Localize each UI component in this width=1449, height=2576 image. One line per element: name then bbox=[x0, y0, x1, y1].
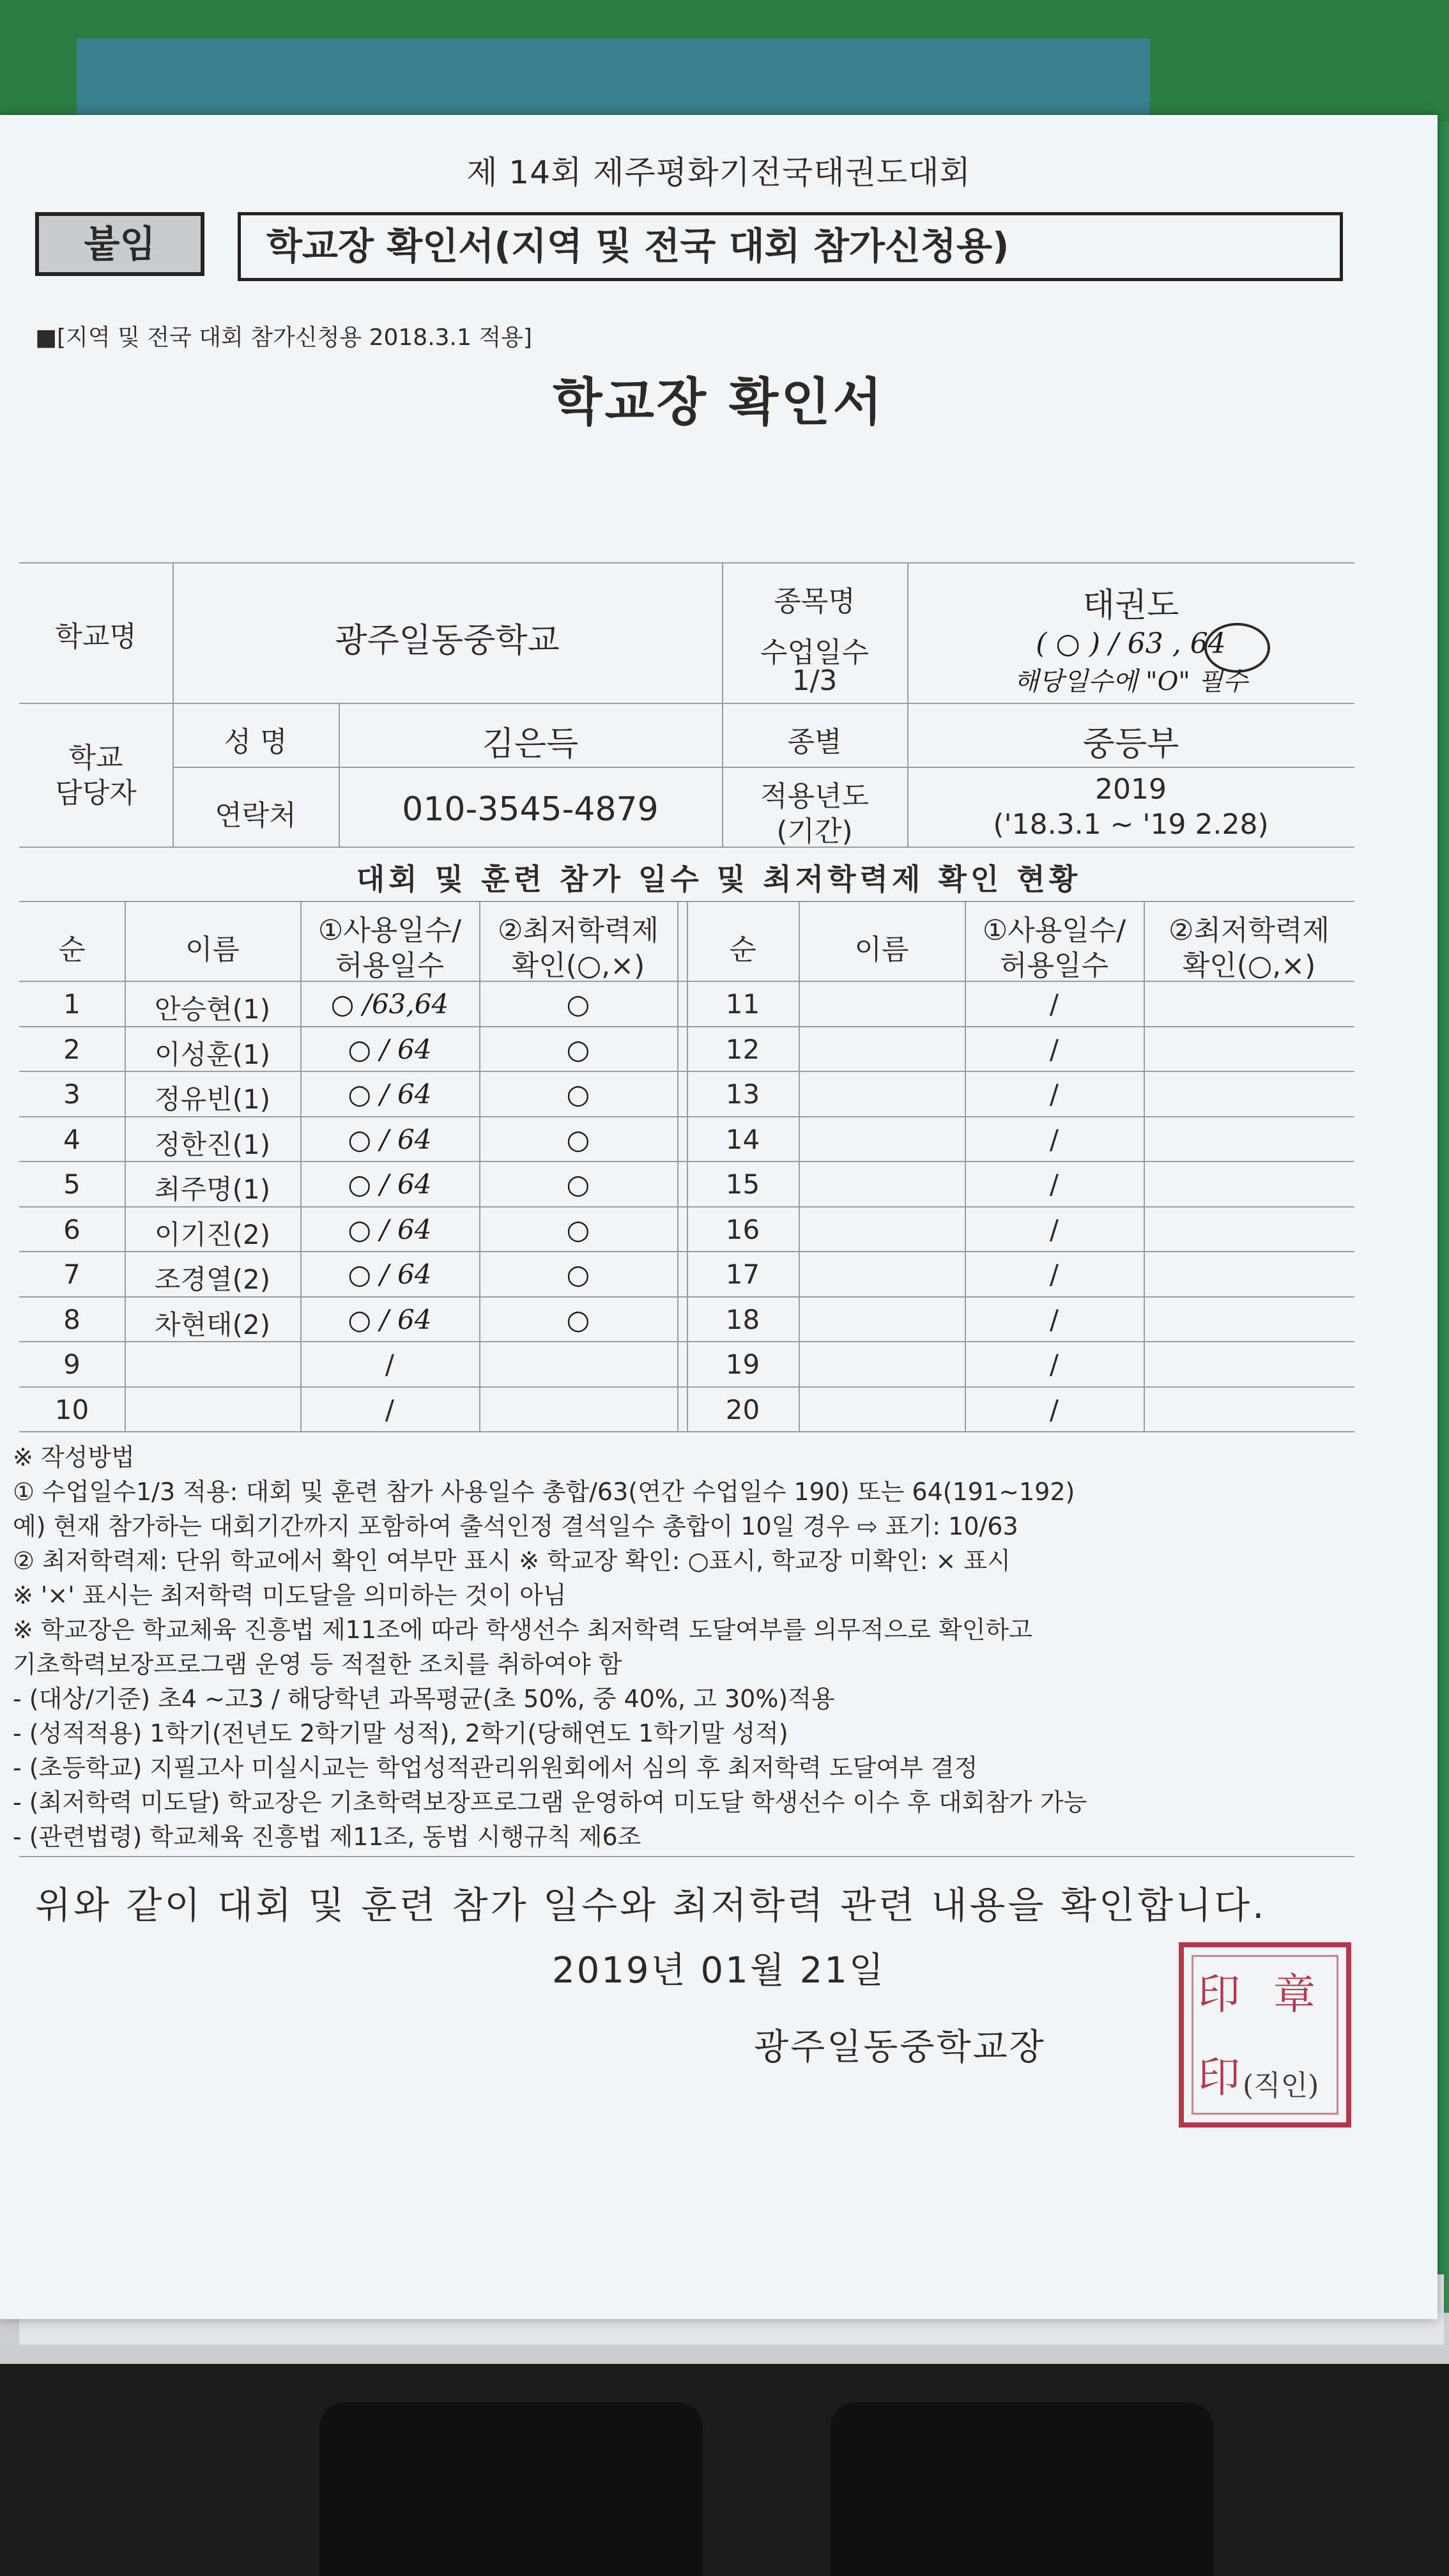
row-number-right: 15 bbox=[725, 1169, 760, 1200]
sport-value: 태권도 bbox=[1082, 586, 1179, 625]
year-period: ('18.3.1 ~ '19 2.28) bbox=[993, 808, 1269, 841]
instruction-line: - (최저학력 미도달) 학교장은 기초학력보장프로그램 운영하여 미도달 학생선수 이수 후 대회참가 가능 bbox=[13, 1788, 1087, 1816]
used-days-right: / bbox=[1049, 1349, 1059, 1380]
used-days-right: / bbox=[1049, 1304, 1059, 1335]
phone-label: 연락처 bbox=[215, 799, 296, 832]
used-days: ○ / 64 bbox=[348, 1034, 432, 1065]
used-days: ○ /63,64 bbox=[330, 988, 449, 1020]
used-days: ○ / 64 bbox=[348, 1259, 432, 1290]
row-number: 7 bbox=[63, 1259, 80, 1290]
header-min-right-2: 확인(○,×) bbox=[1182, 949, 1316, 982]
class-days-note: 해당일수에 "O" 필수 bbox=[1014, 667, 1248, 696]
row-number-right: 12 bbox=[725, 1034, 760, 1065]
used-days: ○ / 64 bbox=[348, 1124, 432, 1155]
background-board bbox=[77, 38, 1150, 121]
row-number-right: 14 bbox=[725, 1124, 760, 1155]
student-name: 이기진(2) bbox=[154, 1219, 271, 1250]
min-score-check: ○ bbox=[566, 1304, 590, 1335]
header-min-right: ②최저학력제 bbox=[1169, 914, 1330, 947]
instruction-line: 기초학력보장프로그램 운영 등 적절한 조치를 취하여야 함 bbox=[13, 1650, 622, 1678]
used-days: / bbox=[385, 1349, 395, 1380]
year-label-2: (기간) bbox=[776, 815, 853, 848]
used-days-right: / bbox=[1049, 1394, 1059, 1425]
used-days: / bbox=[385, 1394, 395, 1425]
school-value: 광주일동중학교 bbox=[335, 622, 560, 660]
used-days-right: / bbox=[1049, 988, 1059, 1020]
row-number-right: 13 bbox=[725, 1078, 760, 1110]
principal-name: 광주일동중학교장 bbox=[754, 2027, 1046, 2068]
row-number: 3 bbox=[63, 1078, 80, 1110]
student-name: 정한진(1) bbox=[154, 1129, 271, 1160]
header-days: ①사용일수/ bbox=[318, 914, 462, 947]
official-seal-stamp: 印 章 印 (직인) bbox=[1179, 1942, 1351, 2128]
school-label: 학교명 bbox=[55, 620, 137, 653]
info-row-line bbox=[19, 847, 1354, 848]
attachment-tag: 붙임 bbox=[35, 212, 204, 276]
row-number-right: 17 bbox=[725, 1259, 760, 1290]
row-number: 8 bbox=[63, 1304, 80, 1335]
min-score-check: ○ bbox=[566, 1214, 590, 1245]
header-min: ②최저학력제 bbox=[498, 914, 659, 947]
class-days-label: 수업일수 bbox=[760, 636, 869, 669]
used-days-right: / bbox=[1049, 1124, 1059, 1155]
used-days-right: / bbox=[1049, 1259, 1059, 1290]
min-score-check: ○ bbox=[566, 1034, 590, 1065]
page-title: 학교장 확인서 bbox=[553, 372, 885, 432]
header-no: 순 bbox=[58, 933, 86, 966]
header-name-right: 이름 bbox=[854, 933, 909, 966]
row-number: 9 bbox=[63, 1349, 80, 1380]
phone-value: 010-3545-4879 bbox=[402, 790, 659, 829]
status-col-line bbox=[677, 901, 678, 1431]
header-no-right: 순 bbox=[729, 933, 756, 966]
section-title: 대회 및 훈련 참가 일수 및 최저학력제 확인 현황 bbox=[356, 862, 1082, 896]
contact-label: 학교 bbox=[68, 742, 123, 774]
instruction-line: 예) 현재 참가하는 대회기간까지 포함하여 출석인정 결석일수 총합이 10일 경우 ⇨ 표기: 10/63 bbox=[13, 1512, 1018, 1540]
used-days-right: / bbox=[1049, 1078, 1059, 1110]
instruction-line: - (관련법령) 학교체육 진흥법 제11조, 동법 시행규칙 제6조 bbox=[13, 1823, 641, 1851]
event-title: 제 14회 제주평화기전국태권도대회 bbox=[466, 154, 971, 191]
instruction-line: ※ 학교장은 학교체육 진흥법 제11조에 따라 학생선수 최저학력 도달여부를 의무적으로 확인하고 bbox=[13, 1616, 1032, 1644]
instruction-line: ② 최저학력제: 단위 학교에서 확인 여부만 표시 ※ 학교장 확인: ○표시, 학교장 미확인: × 표시 bbox=[13, 1547, 1011, 1575]
left-leg-shadow bbox=[319, 2402, 703, 2576]
contact-label-2: 담당자 bbox=[55, 777, 137, 809]
info-row-line bbox=[19, 703, 1354, 704]
student-name: 최주명(1) bbox=[154, 1174, 271, 1205]
manager-name: 김은득 bbox=[482, 725, 579, 763]
status-col-line bbox=[799, 901, 800, 1431]
info-row-line bbox=[172, 767, 722, 768]
row-number: 5 bbox=[63, 1169, 80, 1200]
student-name: 안승현(1) bbox=[154, 993, 271, 1025]
row-number: 4 bbox=[63, 1124, 80, 1155]
right-leg-shadow bbox=[831, 2402, 1214, 2576]
division-label: 종별 bbox=[787, 726, 842, 758]
info-row-line bbox=[722, 767, 1354, 768]
sport-label: 종목명 bbox=[774, 585, 855, 618]
row-number-right: 20 bbox=[725, 1394, 760, 1425]
row-number: 6 bbox=[63, 1214, 80, 1245]
min-score-check: ○ bbox=[566, 988, 590, 1020]
used-days-right: / bbox=[1049, 1169, 1059, 1200]
header-min-2: 확인(○,×) bbox=[511, 949, 645, 982]
header-name: 이름 bbox=[185, 933, 240, 966]
row-number-right: 19 bbox=[725, 1349, 760, 1380]
document-heading: 학교장 확인서(지역 및 전국 대회 참가신청용) bbox=[238, 212, 1343, 281]
info-row-line bbox=[19, 562, 1354, 564]
issue-date: 2019년 01월 21일 bbox=[552, 1950, 885, 1991]
year-value: 2019 bbox=[1095, 773, 1167, 806]
instructions-bottom-line bbox=[19, 1856, 1354, 1857]
instruction-line: - (성적적용) 1학기(전년도 2학기말 성적), 2학기(당해연도 1학기말 성적) bbox=[13, 1719, 788, 1747]
form-note: ■[지역 및 전국 대회 참가신청용 2018.3.1 적용] bbox=[35, 325, 532, 351]
year-label: 적용년도 bbox=[760, 780, 869, 813]
header-days-right: ①사용일수/ bbox=[982, 914, 1126, 947]
instruction-line: ※ 작성방법 bbox=[13, 1443, 135, 1471]
floor-shadow bbox=[0, 2364, 1449, 2576]
header-days-right-2: 허용일수 bbox=[999, 949, 1108, 982]
used-days: ○ / 64 bbox=[348, 1169, 432, 1200]
seal-label: (직인) bbox=[1243, 2069, 1319, 2102]
confirmation-text: 위와 같이 대회 및 훈련 참가 일수와 최저학력 관련 내용을 확인합니다. bbox=[35, 1883, 1267, 1927]
used-days: ○ / 64 bbox=[348, 1078, 432, 1110]
status-row-line bbox=[19, 1431, 1354, 1432]
min-score-check: ○ bbox=[566, 1169, 590, 1200]
student-name: 이성훈(1) bbox=[154, 1039, 271, 1070]
student-name: 정유빈(1) bbox=[154, 1084, 271, 1115]
class-days-value: ( ○ ) / 63 , 64 bbox=[1036, 627, 1226, 660]
student-name: 차현태(2) bbox=[154, 1309, 271, 1340]
instruction-line: ※ '×' 표시는 최저학력 미도달을 의미하는 것이 아님 bbox=[13, 1581, 567, 1609]
division-value: 중등부 bbox=[1082, 725, 1179, 763]
class-days-ratio: 1/3 bbox=[792, 664, 838, 697]
header-days-2: 허용일수 bbox=[335, 949, 444, 982]
row-number-right: 18 bbox=[725, 1304, 760, 1335]
name-label: 성 명 bbox=[224, 726, 288, 758]
min-score-check: ○ bbox=[566, 1124, 590, 1155]
student-name: 조경열(2) bbox=[154, 1264, 271, 1295]
used-days-right: / bbox=[1049, 1034, 1059, 1065]
instruction-line: ① 수업일수1/3 적용: 대회 및 훈련 참가 사용일수 총합/63(연간 수업일수 190) 또는 64(191~192) bbox=[13, 1478, 1075, 1506]
row-number-right: 16 bbox=[725, 1214, 760, 1245]
used-days-right: / bbox=[1049, 1214, 1059, 1245]
status-col-line bbox=[125, 901, 126, 1431]
row-number: 10 bbox=[54, 1394, 89, 1425]
instruction-line: - (초등학교) 지필고사 미실시교는 학업성적관리위원회에서 심의 후 최저학력 도달여부 결정 bbox=[13, 1754, 978, 1782]
used-days: ○ / 64 bbox=[348, 1214, 432, 1245]
instruction-line: - (대상/기준) 초4 ~고3 / 해당학년 과목평균(초 50%, 중 40%, 고 30%)적용 bbox=[13, 1685, 835, 1713]
row-number-right: 11 bbox=[725, 988, 760, 1020]
used-days: ○ / 64 bbox=[348, 1304, 432, 1335]
row-number: 2 bbox=[63, 1034, 80, 1065]
min-score-check: ○ bbox=[566, 1259, 590, 1290]
row-number: 1 bbox=[63, 988, 80, 1020]
min-score-check: ○ bbox=[566, 1078, 590, 1110]
